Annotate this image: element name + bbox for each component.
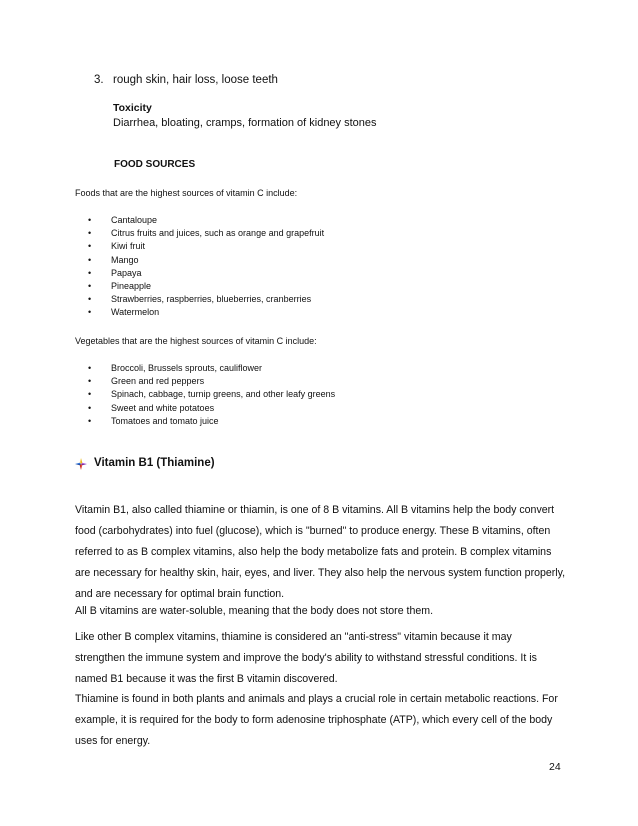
list-item: [88, 227, 324, 240]
list-item-text: Tomatoes and tomato juice: [111, 415, 219, 426]
fruits-intro: Foods that are the highest sources of vitamin C include:: [75, 188, 298, 198]
list-item: [88, 415, 335, 428]
bullet-icon: •: [88, 228, 92, 239]
toxicity-heading: Toxicity: [113, 102, 152, 114]
list-item-text: Strawberries, raspberries, blueberries, cranberries: [111, 294, 312, 305]
bullet-icon: •: [88, 280, 92, 291]
paragraph: [75, 689, 567, 752]
paragraph-line: Vitamin B1, also called thiamine or thiamin, is one of 8 B vitamins. All B vitamins help the body convert: [75, 504, 555, 516]
list-item-text: Spinach, cabbage, turnip greens, and other leafy greens: [111, 389, 336, 400]
bullet-icon: •: [88, 415, 92, 426]
bullet-icon: •: [88, 376, 92, 387]
list-item-text: Green and red peppers: [111, 376, 205, 387]
vegetables-intro: Vegetables that are the highest sources of vitamin C include:: [75, 336, 317, 346]
paragraph: [75, 627, 567, 690]
list-item-text: rough skin, hair loss, loose teeth: [113, 74, 278, 86]
paragraph-line: Thiamine is found in both plants and animals and plays a crucial role in certain metabolic reactions. For: [75, 693, 558, 705]
food-sources-heading: FOOD SOURCES: [114, 159, 196, 170]
list-item-text: Cantaloupe: [111, 215, 158, 225]
list-item-text: Watermelon: [111, 307, 160, 318]
list-item-text: Mango: [111, 254, 139, 265]
list-item: [88, 362, 335, 375]
paragraph-line: are necessary for healthy skin, hair, eyes, and liver. They also help the nervous system function properly,: [75, 567, 566, 579]
list-item-number: 3.: [94, 74, 104, 86]
paragraph-line: uses for energy.: [75, 735, 151, 747]
bullet-icon: •: [88, 363, 92, 373]
list-item-text: Broccoli, Brussels sprouts, cauliflower: [111, 363, 263, 373]
list-item: [88, 254, 324, 267]
paragraph-line: referred to as B complex vitamins, also help the body metabolize fats and protein. B complex vitamins: [75, 546, 552, 558]
page-number: 24: [549, 761, 561, 773]
bullet-icon: •: [88, 241, 92, 252]
list-item: [88, 402, 335, 415]
paragraph-line: food (carbohydrates) into fuel (glucose), which is "burned" to produce energy. These B vitamins, often: [75, 525, 551, 537]
fruits-list: [88, 214, 324, 320]
vegetables-list: [88, 362, 335, 428]
bullet-icon: •: [88, 389, 92, 400]
toxicity-text: Diarrhea, bloating, cramps, formation of kidney stones: [113, 117, 377, 129]
bullet-icon: •: [88, 267, 92, 278]
paragraph-line: All B vitamins are water-soluble, meaning that the body does not store them.: [75, 605, 434, 617]
list-item-text: Pineapple: [111, 280, 152, 291]
list-item: [88, 388, 335, 401]
paragraph-line: strengthen the immune system and improve the body's ability to withstand stressful conditions. It is: [75, 652, 537, 664]
bullet-icon: •: [88, 254, 92, 265]
list-item: [88, 293, 324, 306]
paragraph-line: named B1 because it was the first B vitamin discovered.: [75, 673, 338, 685]
list-item-text: Citrus fruits and juices, such as orange and grapefruit: [111, 228, 325, 239]
paragraph-line: Like other B complex vitamins, thiamine is considered an "anti-stress" vitamin because it may: [75, 631, 512, 643]
paragraph: [75, 601, 567, 622]
list-item-text: Papaya: [111, 267, 142, 278]
list-item: [88, 280, 324, 293]
bullet-icon: •: [88, 402, 92, 413]
bullet-icon: •: [88, 294, 92, 305]
paragraph-line: example, it is required for the body to form adenosine triphosphate (ATP), which every cell of the body: [75, 714, 553, 726]
bullet-icon: •: [88, 307, 92, 318]
bullet-icon: •: [88, 215, 92, 225]
list-item: [88, 240, 324, 253]
paragraph-line: and are necessary for optimal brain function.: [75, 588, 285, 600]
list-item: [88, 214, 324, 227]
list-item-text: Kiwi fruit: [111, 241, 146, 252]
list-item: [88, 306, 324, 319]
list-item-3: [94, 74, 278, 86]
list-item: [88, 267, 324, 280]
list-item-text: Sweet and white potatoes: [111, 402, 215, 413]
list-item: [88, 375, 335, 388]
four-point-star-icon: [75, 458, 87, 470]
section-title: Vitamin B1 (Thiamine): [94, 457, 215, 469]
paragraph: [75, 500, 567, 605]
